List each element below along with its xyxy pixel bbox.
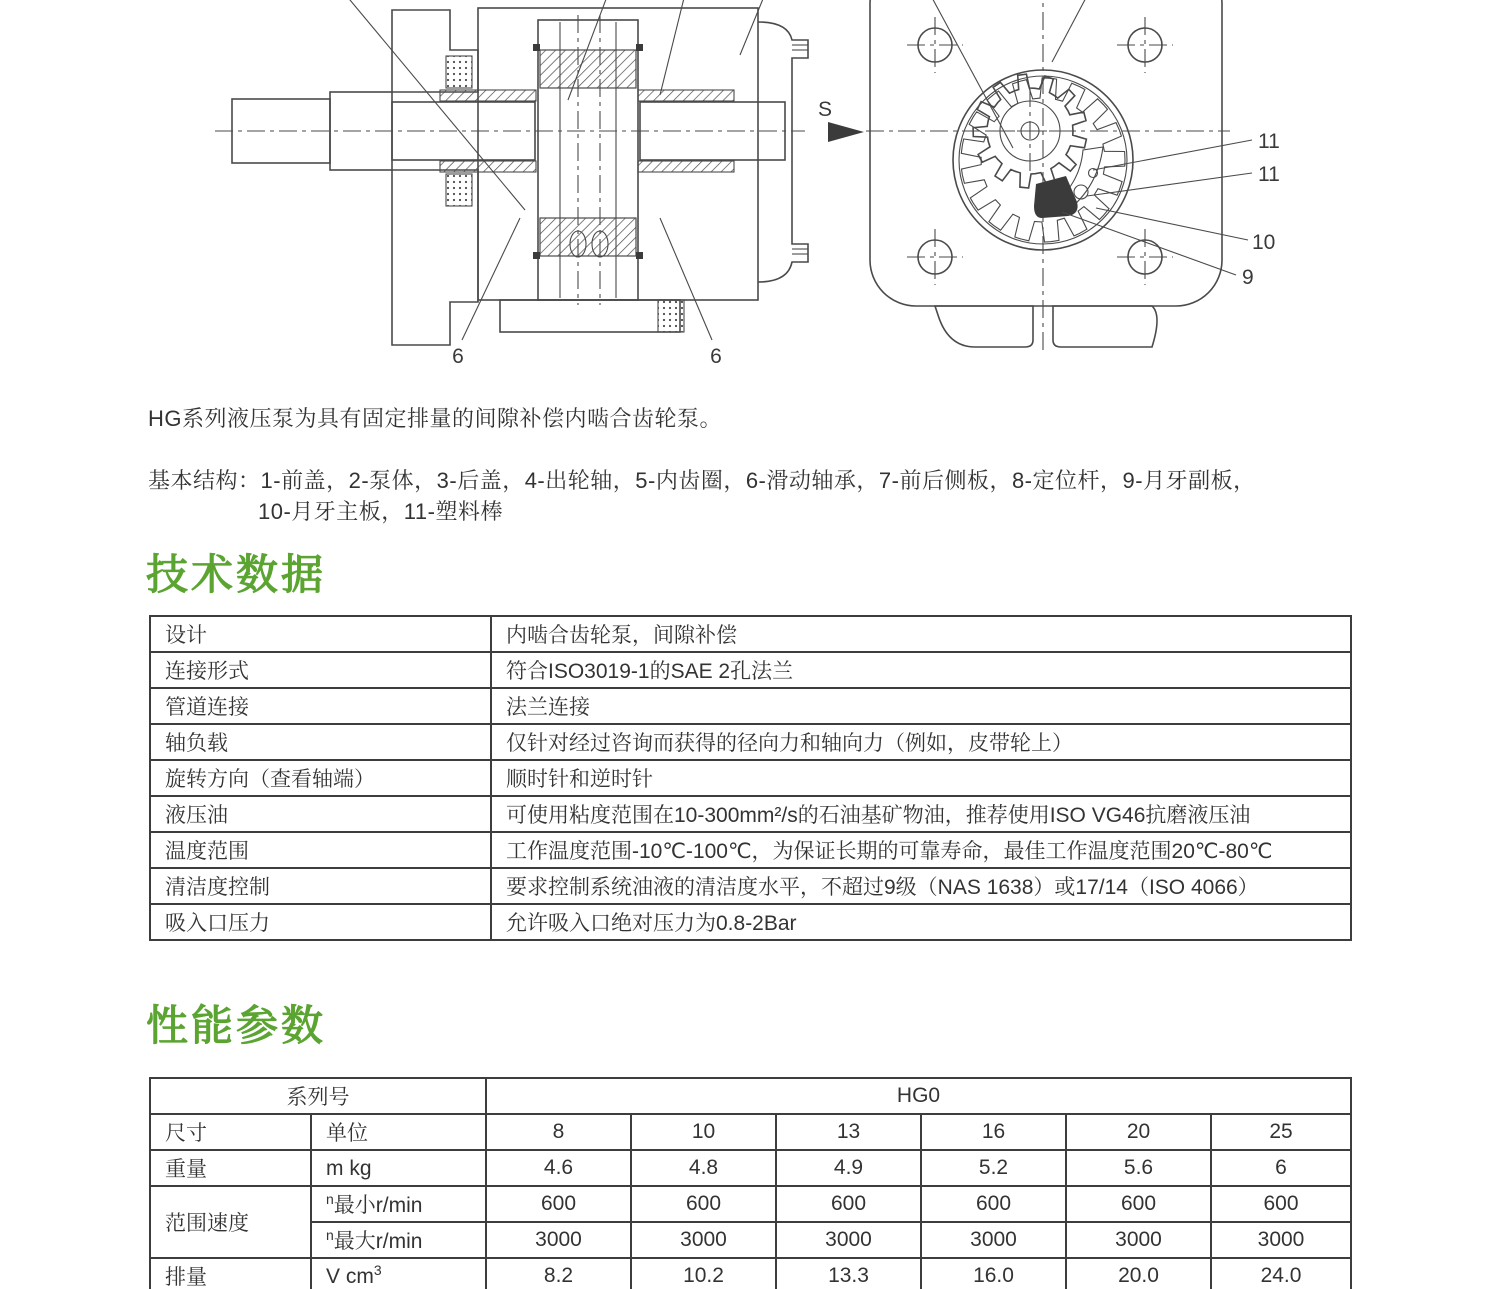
- table-row: [150, 796, 1351, 832]
- perf-value: 4.6: [486, 1150, 631, 1186]
- perf-value: 3000: [631, 1222, 776, 1258]
- perf-value: 3000: [776, 1222, 921, 1258]
- cutoff-leader-lines: [930, 0, 1088, 148]
- structure-line-2: [258, 495, 503, 526]
- gear-set: [953, 70, 1133, 250]
- table-row: [150, 1186, 1351, 1222]
- structure-text-1: 1-前盖，2-泵体，3-后盖，4-出轮轴，5-内齿圈，6-滑动轴承，7-前后侧板，8-定位杆，9-月牙副板，: [260, 468, 1256, 493]
- gear-stack: [533, 15, 643, 305]
- table-row: [150, 1114, 1351, 1150]
- crescent-sub-plate: [1034, 176, 1078, 218]
- size-value: 25: [1211, 1114, 1351, 1150]
- perf-value: 5.6: [1066, 1150, 1211, 1186]
- perf-value: 16.0: [921, 1258, 1066, 1289]
- callout-11b: 11: [1258, 163, 1280, 186]
- structure-line-1: [148, 464, 1256, 495]
- perf-value: 600: [776, 1186, 921, 1222]
- structure-label: 基本结构：: [148, 468, 261, 493]
- tech-row-label: 清洁度控制: [150, 868, 491, 904]
- bolt-hole-icon: [1117, 17, 1173, 73]
- tech-row-value: 仅针对经过咨询而获得的径向力和轴向力（例如，皮带轮上）: [491, 724, 1351, 760]
- perf-value: 4.8: [631, 1150, 776, 1186]
- tech-row-value: 工作温度范围-10℃-100℃，为保证长期的可靠寿命，最佳工作温度范围20℃-80℃: [491, 832, 1351, 868]
- perf-row-unit: V $cm^3$: [311, 1258, 486, 1289]
- table-row: [150, 616, 1351, 652]
- table-row: [150, 760, 1351, 796]
- housing-outline: [870, 0, 1222, 306]
- tech-row-label: 设计: [150, 616, 491, 652]
- tech-row-label: 吸入口压力: [150, 904, 491, 940]
- perf-row-unit: m kg: [311, 1150, 486, 1186]
- pump-front-view-diagram: [800, 0, 1320, 380]
- tech-row-value: 内啮合齿轮泵，间隙补偿: [491, 616, 1351, 652]
- perf-row-unit: $^n$最大r/min: [311, 1222, 486, 1258]
- bolt-hole-icon: [907, 229, 963, 285]
- table-row: [150, 1222, 1351, 1258]
- tech-row-label: 温度范围: [150, 832, 491, 868]
- perf-value: 600: [921, 1186, 1066, 1222]
- perf-row-label: 重量: [150, 1150, 311, 1186]
- table-row: [150, 1150, 1351, 1186]
- perf-row-unit: $^n$最小r/min: [311, 1186, 486, 1222]
- tech-row-label: 液压油: [150, 796, 491, 832]
- perf-value: 3000: [1211, 1222, 1351, 1258]
- perf-value: 600: [1066, 1186, 1211, 1222]
- series-label: 系列号: [150, 1078, 486, 1114]
- tech-row-value: 符合ISO3019-1的SAE 2孔法兰: [491, 652, 1351, 688]
- perf-row-label: 排量: [150, 1258, 311, 1289]
- performance-heading: 性能参数: [146, 1002, 327, 1049]
- suction-label: S: [818, 98, 833, 121]
- size-label: 尺寸: [150, 1114, 311, 1150]
- perf-value: 600: [486, 1186, 631, 1222]
- table-row: [150, 832, 1351, 868]
- perf-value: 4.9: [776, 1150, 921, 1186]
- tech-row-value: 顺时针和逆时针: [491, 760, 1351, 796]
- table-row: [150, 1078, 1351, 1114]
- tech-row-label: 旋转方向（查看轴端）: [150, 760, 491, 796]
- tech-row-label: 管道连接: [150, 688, 491, 724]
- perf-value: 3000: [1066, 1222, 1211, 1258]
- tech-row-label: 连接形式: [150, 652, 491, 688]
- perf-value: 3000: [921, 1222, 1066, 1258]
- perf-value: 5.2: [921, 1150, 1066, 1186]
- bolt-hole-icon: [1117, 229, 1173, 285]
- tech-row-value: 允许吸入口绝对压力为0.8-2Bar: [491, 904, 1351, 940]
- unit-label: 单位: [311, 1114, 486, 1150]
- perf-value: 20.0: [1066, 1258, 1211, 1289]
- performance-table: [149, 1077, 1352, 1289]
- series-value: HG0: [486, 1078, 1351, 1114]
- size-value: 13: [776, 1114, 921, 1150]
- part-callouts: [1062, 130, 1280, 289]
- table-row: [150, 1258, 1351, 1289]
- suction-port-marker: [818, 98, 864, 142]
- callout-6-right: 6: [710, 345, 722, 368]
- table-row: [150, 724, 1351, 760]
- callout-10: 10: [1252, 231, 1276, 254]
- callout-11a: 11: [1258, 130, 1280, 153]
- size-value: 16: [921, 1114, 1066, 1150]
- bottom-plate: [500, 300, 684, 332]
- table-row: [150, 904, 1351, 940]
- size-value: 10: [631, 1114, 776, 1150]
- perf-value: 6: [1211, 1150, 1351, 1186]
- mounting-feet: [935, 306, 1157, 347]
- perf-value: 600: [1211, 1186, 1351, 1222]
- bolt-hole-icon: [907, 17, 963, 73]
- intro-paragraph: [148, 402, 722, 433]
- arrow-right-icon: [828, 122, 864, 142]
- callout-9: 9: [1242, 266, 1254, 289]
- pump-cross-section-diagram: [140, 0, 820, 380]
- cutoff-leader-lines: [345, 0, 765, 210]
- tech-data-table: [149, 615, 1352, 941]
- table-row: [150, 868, 1351, 904]
- tech-data-heading: 技术数据: [146, 551, 327, 598]
- perf-value: 600: [631, 1186, 776, 1222]
- perf-value: 10.2: [631, 1258, 776, 1289]
- perf-value: 3000: [486, 1222, 631, 1258]
- table-row: [150, 688, 1351, 724]
- perf-value: 8.2: [486, 1258, 631, 1289]
- structure-text-2: 10-月牙主板，11-塑料棒: [258, 499, 503, 524]
- intro-text: HG系列液压泵为具有固定排量的间隙补偿内啮合齿轮泵。: [148, 406, 723, 431]
- perf-value: 13.3: [776, 1258, 921, 1289]
- size-value: 20: [1066, 1114, 1211, 1150]
- size-value: 8: [486, 1114, 631, 1150]
- perf-value: 24.0: [1211, 1258, 1351, 1289]
- tech-row-value: 法兰连接: [491, 688, 1351, 724]
- tech-row-value: 可使用粘度范围在10-300mm²/s的石油基矿物油，推荐使用ISO VG46抗磨液压油: [491, 796, 1351, 832]
- callout-6-left: 6: [452, 345, 464, 368]
- perf-row-label: 范围速度: [150, 1186, 311, 1258]
- tech-row-label: 轴负载: [150, 724, 491, 760]
- table-row: [150, 652, 1351, 688]
- tech-row-value: 要求控制系统油液的清洁度水平，不超过9级（NAS 1638）或17/14（ISO 4066）: [491, 868, 1351, 904]
